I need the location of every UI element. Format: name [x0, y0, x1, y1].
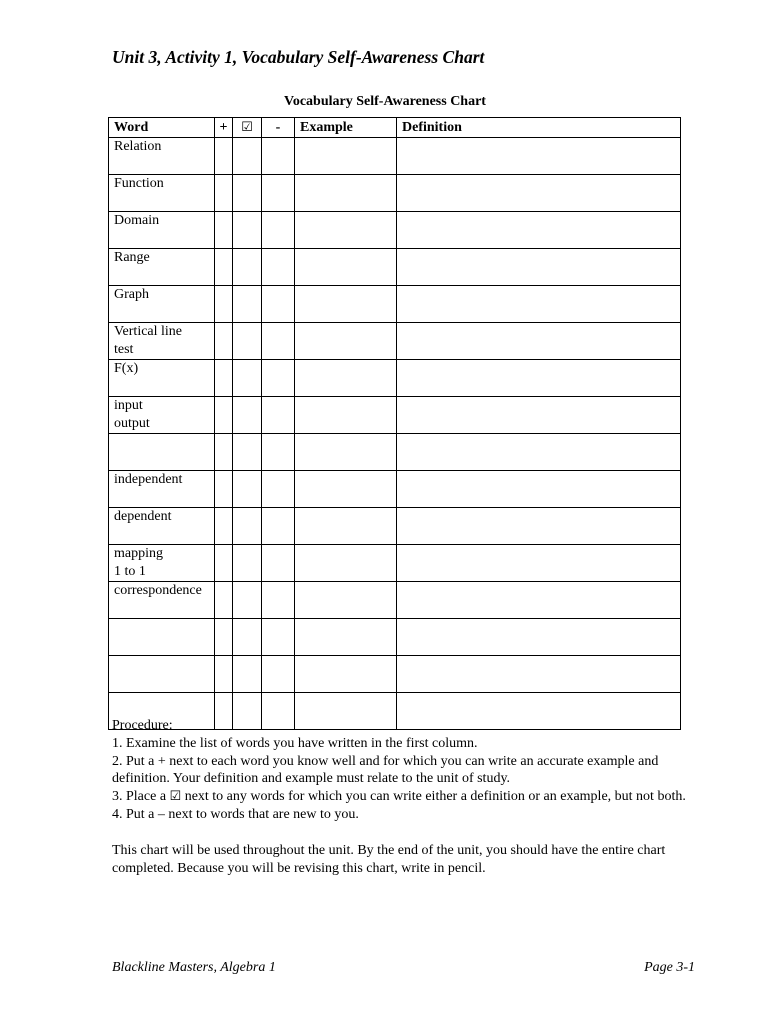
definition-cell[interactable]	[397, 471, 681, 508]
minus-cell[interactable]	[262, 397, 295, 434]
word-line-1: Relation	[114, 139, 162, 154]
step-3-text-after: next to any words for which you can write either a definition or an example, but not both.	[181, 789, 686, 805]
word-line-1: independent	[114, 472, 183, 487]
table-row	[109, 397, 681, 434]
word-line-1: Graph	[114, 287, 149, 302]
definition-cell[interactable]	[397, 212, 681, 249]
minus-cell[interactable]	[262, 508, 295, 545]
example-cell[interactable]	[295, 249, 397, 286]
word-line-1: Range	[114, 250, 150, 265]
check-cell[interactable]	[233, 360, 262, 397]
step-3-text-before: 3. Place a	[112, 789, 170, 805]
check-cell[interactable]	[233, 175, 262, 212]
minus-cell[interactable]	[262, 582, 295, 619]
definition-cell[interactable]	[397, 508, 681, 545]
plus-cell[interactable]	[215, 286, 233, 323]
check-cell[interactable]	[233, 138, 262, 175]
checkbox-icon: ☑	[241, 120, 253, 135]
header-definition: Definition	[397, 118, 681, 138]
header-minus: -	[262, 118, 295, 138]
minus-cell[interactable]	[262, 360, 295, 397]
definition-cell[interactable]	[397, 249, 681, 286]
word-line-1: Vertical line	[114, 324, 183, 339]
plus-cell[interactable]	[215, 397, 233, 434]
word-cell	[109, 212, 215, 249]
word-cell	[109, 286, 215, 323]
definition-cell[interactable]	[397, 582, 681, 619]
table-row	[109, 582, 681, 619]
definition-cell[interactable]	[397, 323, 681, 360]
check-cell[interactable]	[233, 656, 262, 693]
definition-cell[interactable]	[397, 397, 681, 434]
header-plus: +	[215, 118, 233, 138]
example-cell[interactable]	[295, 286, 397, 323]
word-cell	[109, 619, 215, 656]
table-row	[109, 212, 681, 249]
procedure-step-1: 1. Examine the list of words you have written in the first column.	[112, 735, 478, 751]
word-cell	[109, 471, 215, 508]
example-cell[interactable]	[295, 360, 397, 397]
table-row	[109, 286, 681, 323]
word-cell	[109, 249, 215, 286]
plus-cell[interactable]	[215, 545, 233, 582]
word-line-2: output	[114, 416, 150, 431]
example-cell[interactable]	[295, 175, 397, 212]
table-row	[109, 434, 681, 471]
check-cell[interactable]	[233, 619, 262, 656]
example-cell[interactable]	[295, 397, 397, 434]
plus-cell[interactable]	[215, 471, 233, 508]
definition-cell[interactable]	[397, 360, 681, 397]
closing-paragraph: This chart will be used throughout the unit. By the end of the unit, you should have the entire chart completed. Because you will be revising this chart, write in pencil.	[112, 842, 666, 876]
minus-cell[interactable]	[262, 212, 295, 249]
plus-cell[interactable]	[215, 434, 233, 471]
word-line-1: correspondence	[114, 583, 202, 598]
checkbox-icon: ☑	[169, 789, 182, 805]
procedure-step-2: 2. Put a + next to each word you know well and for which you can write an accurate example and definition. Your definition and example must relate to the unit of study.	[112, 753, 659, 787]
example-cell[interactable]	[295, 212, 397, 249]
word-line-2: 1 to 1	[114, 564, 146, 579]
minus-cell[interactable]	[262, 175, 295, 212]
example-cell[interactable]	[295, 508, 397, 545]
check-cell[interactable]	[233, 545, 262, 582]
example-cell[interactable]	[295, 545, 397, 582]
minus-cell[interactable]	[262, 434, 295, 471]
plus-cell[interactable]	[215, 656, 233, 693]
word-cell	[109, 175, 215, 212]
check-cell[interactable]	[233, 434, 262, 471]
check-cell[interactable]	[233, 397, 262, 434]
vocabulary-table	[108, 117, 681, 730]
example-cell[interactable]	[295, 138, 397, 175]
footer-page-number: Page 3-1	[644, 960, 695, 975]
definition-cell[interactable]	[397, 656, 681, 693]
header-check	[233, 118, 262, 138]
word-line-1: Domain	[114, 213, 160, 228]
table-row	[109, 249, 681, 286]
document-title: Unit 3, Activity 1, Vocabulary Self-Awareness Chart	[112, 47, 485, 67]
plus-cell[interactable]	[215, 212, 233, 249]
word-line-1: dependent	[114, 509, 172, 524]
plus-cell[interactable]	[215, 323, 233, 360]
table-row	[109, 656, 681, 693]
minus-cell[interactable]	[262, 249, 295, 286]
check-cell[interactable]	[233, 508, 262, 545]
minus-cell[interactable]	[262, 138, 295, 175]
word-line-1: mapping	[114, 546, 163, 561]
chart-heading-text: Vocabulary Self-Awareness Chart	[284, 94, 486, 109]
plus-cell[interactable]	[215, 360, 233, 397]
plus-cell[interactable]	[215, 508, 233, 545]
check-cell[interactable]	[233, 212, 262, 249]
footer-source: Blackline Masters, Algebra 1	[112, 960, 276, 975]
chart-heading	[0, 94, 770, 110]
table-row	[109, 175, 681, 212]
definition-cell[interactable]	[397, 175, 681, 212]
word-cell	[109, 360, 215, 397]
plus-cell[interactable]	[215, 175, 233, 212]
minus-cell[interactable]	[262, 323, 295, 360]
word-line-2: test	[114, 342, 134, 357]
minus-cell[interactable]	[262, 471, 295, 508]
example-cell[interactable]	[295, 656, 397, 693]
minus-cell[interactable]	[262, 619, 295, 656]
plus-cell[interactable]	[215, 619, 233, 656]
table-row	[109, 360, 681, 397]
example-cell[interactable]	[295, 582, 397, 619]
procedure-step-4: 4. Put a – next to words that are new to you.	[112, 806, 359, 822]
word-cell	[109, 434, 215, 471]
word-cell	[109, 656, 215, 693]
table-row	[109, 138, 681, 175]
procedure-heading: Procedure:	[112, 718, 173, 733]
table-row	[109, 545, 681, 582]
definition-cell[interactable]	[397, 138, 681, 175]
example-cell[interactable]	[295, 471, 397, 508]
header-word: Word	[109, 118, 215, 138]
table-row	[109, 619, 681, 656]
word-cell	[109, 545, 215, 582]
plus-cell[interactable]	[215, 582, 233, 619]
check-cell[interactable]	[233, 323, 262, 360]
definition-cell[interactable]	[397, 434, 681, 471]
example-cell[interactable]	[295, 619, 397, 656]
word-cell	[109, 508, 215, 545]
table-row	[109, 508, 681, 545]
definition-cell[interactable]	[397, 286, 681, 323]
check-cell[interactable]	[233, 582, 262, 619]
check-cell[interactable]	[233, 249, 262, 286]
table-row	[109, 471, 681, 508]
table-header-row	[109, 118, 681, 138]
word-cell	[109, 582, 215, 619]
word-line-1: F(x)	[114, 361, 139, 376]
table-row	[109, 323, 681, 360]
word-cell	[109, 138, 215, 175]
minus-cell[interactable]	[262, 286, 295, 323]
word-line-1: Function	[114, 176, 164, 191]
word-cell	[109, 397, 215, 434]
minus-cell[interactable]	[262, 656, 295, 693]
definition-cell[interactable]	[397, 545, 681, 582]
example-cell[interactable]	[295, 434, 397, 471]
check-cell[interactable]	[233, 471, 262, 508]
word-cell	[109, 323, 215, 360]
definition-cell[interactable]	[397, 619, 681, 656]
example-cell[interactable]	[295, 323, 397, 360]
minus-cell[interactable]	[262, 545, 295, 582]
plus-cell[interactable]	[215, 138, 233, 175]
check-cell[interactable]	[233, 286, 262, 323]
procedure-step-3	[112, 788, 692, 806]
procedure-section	[112, 717, 692, 877]
plus-cell[interactable]	[215, 249, 233, 286]
word-line-1: input	[114, 398, 143, 413]
header-example: Example	[295, 118, 397, 138]
